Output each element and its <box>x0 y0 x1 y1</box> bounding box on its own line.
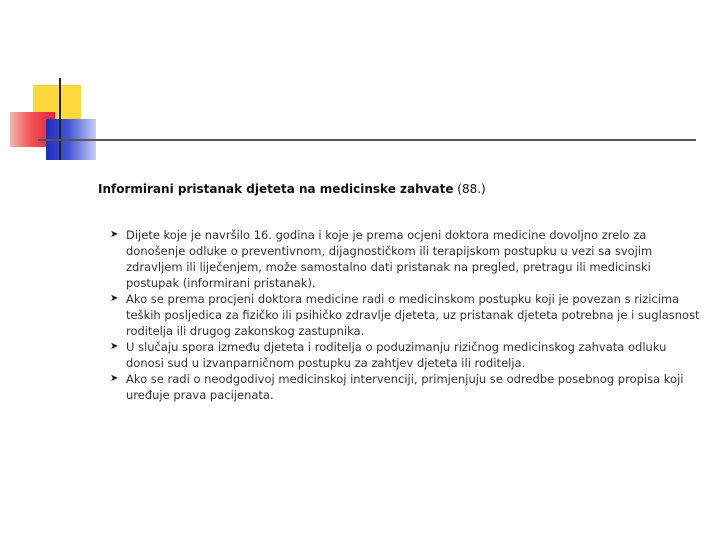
list-item <box>110 371 700 403</box>
bullet-text: Ako se prema procjeni doktora medicine radi o medicinskom postupku koji je povezan s rizicima teških posljedica za fizičko ili psihičko zdravlje djeteta, uz pristanak djeteta potrebna je i suglasnost roditelja ili drugog zakonskog zastupnika. <box>126 292 700 338</box>
arrowhead-bullet-icon: ➤ <box>110 293 119 304</box>
arrowhead-bullet-icon: ➤ <box>110 373 119 384</box>
bullet-text: Dijete koje je navršilo 16. godina i koje je prema ocjeni doktora medicine dovoljno zrelo za donošenje odluke o preventivnom, dijagnostičkom ili terapijskom postupku u vezi sa svojim zdravljem ili liječenjem, može samostalno dati pristanak na pregled, pretragu ili medicinski postupak (informirani pristanak). <box>126 228 653 290</box>
slide-title-reference: (88.) <box>457 182 486 196</box>
bullet-list <box>110 227 700 403</box>
decor-vertical-line <box>59 78 61 160</box>
slide-title <box>98 180 486 198</box>
bullet-text: Ako se radi o neodgodivoj medicinskoj intervenciji, primjenjuju se odredbe posebnog propisa koji uređuje prava pacijenata. <box>126 372 684 402</box>
slide-title-text: Informirani pristanak djeteta na medicinske zahvate <box>98 182 454 196</box>
arrowhead-bullet-icon: ➤ <box>110 341 119 352</box>
list-item <box>110 227 700 291</box>
list-item <box>110 339 700 371</box>
bullet-text: U slučaju spora između djeteta i roditelja o poduzimanju rizičnog medicinskog zahvata odluku donosi sud u izvanparničnom postupku za zahtjev djeteta ili roditelja. <box>126 340 667 370</box>
arrowhead-bullet-icon: ➤ <box>110 229 119 240</box>
title-divider-line <box>38 139 696 141</box>
list-item <box>110 291 700 339</box>
